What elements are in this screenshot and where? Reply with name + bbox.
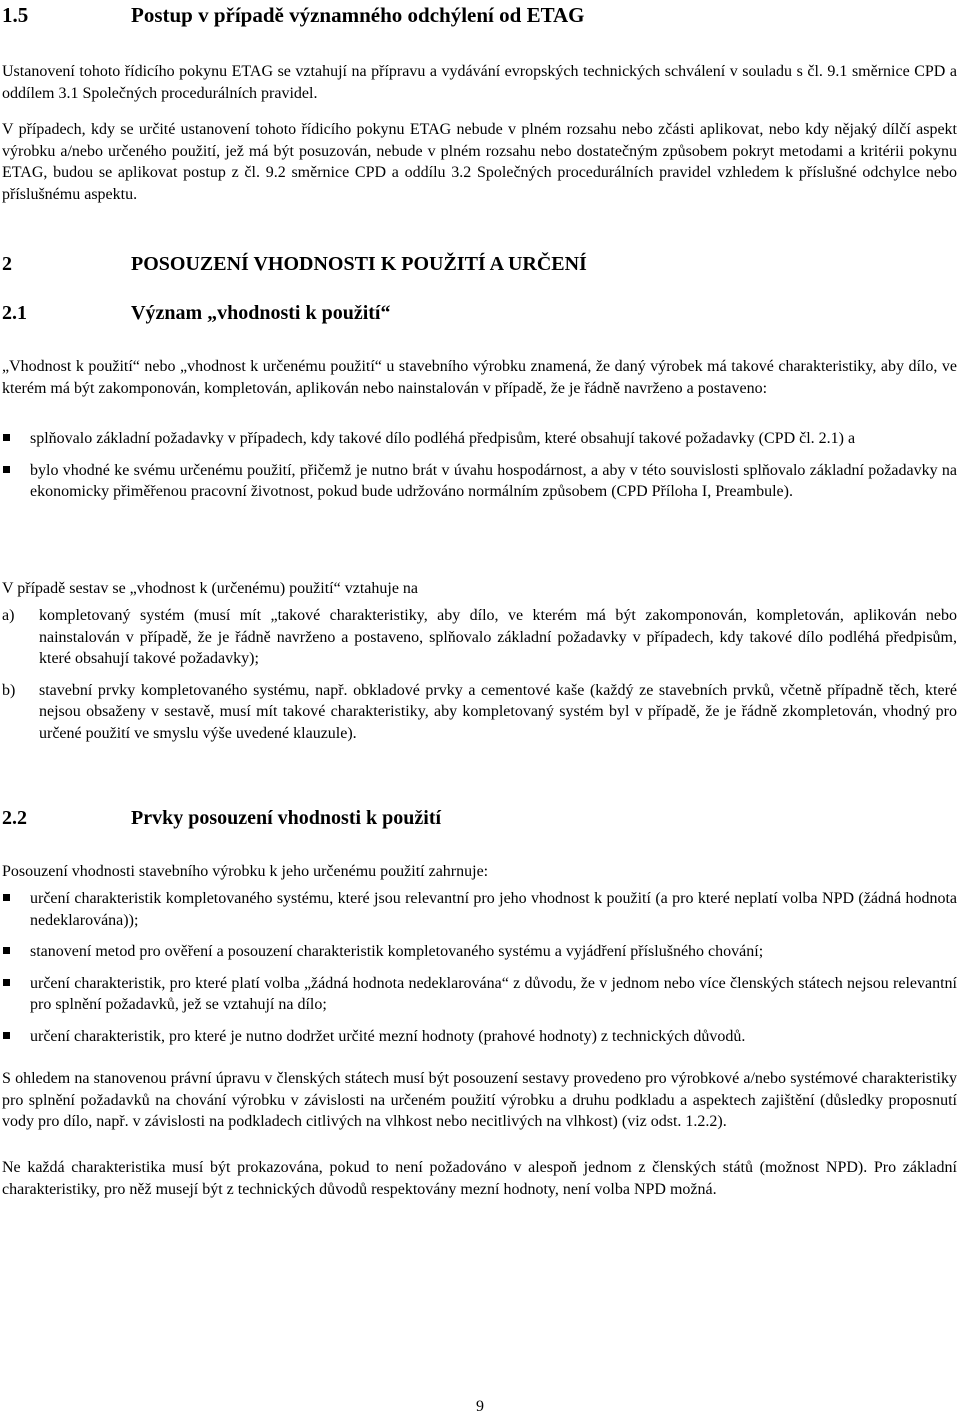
- heading-2-2: [2, 805, 957, 831]
- list-marker: a): [2, 607, 15, 624]
- list-item: splňovalo základní požadavky v případech, kdy takové dílo podléhá předpisům, které obsahují takové požadavky (CPD čl. 2.1) a: [2, 428, 957, 450]
- heading-title: Prvky posouzení vhodnosti k použití: [131, 807, 442, 829]
- bullet-list: [2, 888, 957, 1047]
- heading-number: 2.2: [2, 807, 27, 829]
- heading-1-5: [2, 2, 957, 28]
- list-item: určení charakteristik, pro které platí volba „žádná hodnota nedeklarována“ z důvodu, že v jednom nebo více členských státech nejsou relevantní pro splnění požadavků, jež se vztahují na dílo;: [2, 973, 957, 1016]
- heading-title: Postup v případě významného odchýlení od ETAG: [131, 3, 585, 27]
- paragraph: „Vhodnost k použití“ nebo „vhodnost k určenému použití“ u stavebního výrobku znamená, že daný výrobek má takové charakteristiky, aby dílo, ve kterém má být zakomponován, kompletován, aplikován nebo nainstalován v případě, že je řádně navrženo a postaveno:: [2, 358, 957, 397]
- list-item: [2, 680, 957, 745]
- list-item: [2, 605, 957, 670]
- heading-title: POSOUZENÍ VHODNOSTI K POUŽITÍ A URČENÍ: [131, 253, 587, 275]
- paragraph: Ustanovení tohoto řídicího pokynu ETAG se vztahují na přípravu a vydávání evropských technických schválení v souladu s čl. 9.1 směrnice CPD a oddílem 3.1 Společných procedurálních pravidel.: [2, 63, 957, 102]
- list-item: určení charakteristik, pro které je nutno dodržet určité mezní hodnoty (prahové hodnoty) z technických důvodů.: [2, 1026, 957, 1048]
- heading-2: [2, 251, 957, 277]
- list-text: kompletovaný systém (musí mít „takové charakteristiky, aby dílo, ve kterém má být zakomponován, kompletován, aplikován nebo nainstalován v případě, že je řádně navrženo a postaveno, splňovalo základní požadavky v případech, kdy takové dílo podléhá předpisům, které obsahují takové požadavky);: [39, 607, 957, 667]
- paragraph: Posouzení vhodnosti stavebního výrobku k jeho určenému použití zahrnuje:: [2, 863, 489, 880]
- heading-2-1: [2, 300, 957, 326]
- list-item: stanovení metod pro ověření a posouzení charakteristik kompletovaného systému a vyjádření příslušného chování;: [2, 941, 957, 963]
- list-marker: b): [2, 681, 16, 699]
- page-number: 9: [476, 1398, 484, 1415]
- list-item: bylo vhodné ke svému určenému použití, přičemž je nutno brát v úvahu hospodárnost, a aby v této souvislosti splňovalo základní požadavky na ekonomicky přiměřenou pracovní životnost, pokud bude udržováno normálním způsobem (CPD Příloha I, Preambule).: [2, 460, 957, 503]
- heading-number: 2.1: [2, 302, 27, 324]
- list-item: určení charakteristik kompletovaného systému, které jsou relevantní pro jeho vhodnost k použití (a pro které neplatí volba NPD (žádná hodnota nedeklarována));: [2, 888, 957, 931]
- list-text: stavební prvky kompletovaného systému, např. obkladové prvky a cementové kaše (každý ze stavebních prvků, včetně případně těch, které nejsou obsaženy v sestavě, musí mít takové charakteristiky, aby kompletovaný systém byl v případě, že je řádně zkompletován, vhodný pro určené použití ve smyslu výše uvedené klauzule).: [39, 681, 957, 742]
- bullet-list: [2, 428, 957, 503]
- paragraph: V případě sestav se „vhodnost k (určenému) použití“ vztahuje na: [2, 580, 419, 597]
- paragraph: Ne každá charakteristika musí být prokazována, pokud to není požadováno v alespoň jednom z členských států (možnost NPD). Pro základní charakteristiky, pro něž musejí být z technických důvodů respektovány mezní hodnoty, není volba NPD možná.: [2, 1159, 957, 1198]
- paragraph: S ohledem na stanovenou právní úpravu v členských státech musí být posouzení sestavy provedeno pro výrobkové a/nebo systémové charakteristiky pro splnění požadavků na chování výrobku v závislosti na určeném použití výrobku a druhu podkladu a aspektech zajištění (důsledky proposnutí vody pro dílo, např. v závislosti na podkladech citlivých na vlhkost nebo necitlivých na vlhkost) (viz odst. 1.2.2).: [2, 1070, 957, 1130]
- lettered-list: [2, 605, 957, 744]
- heading-title: Význam „vhodnosti k použití“: [131, 302, 391, 324]
- heading-number: 2: [2, 253, 12, 275]
- heading-number: 1.5: [2, 3, 29, 27]
- paragraph: V případech, kdy se určité ustanovení tohoto řídicího pokynu ETAG nebude v plném rozsahu nebo zčásti aplikovat, nebo kdy nějaký dílčí aspekt výrobku a/nebo určeného použití, jež má být posuzován, nebude v plném rozsahu nebo dostatečným způsobem pokryt metodami a kritérii pokynu ETAG, budou se aplikovat postup z čl. 9.2 směrnice CPD a oddílu 3.2 Společných procedurálních pravidel vzhledem k příslušné odchylce nebo příslušnému aspektu.: [2, 121, 957, 203]
